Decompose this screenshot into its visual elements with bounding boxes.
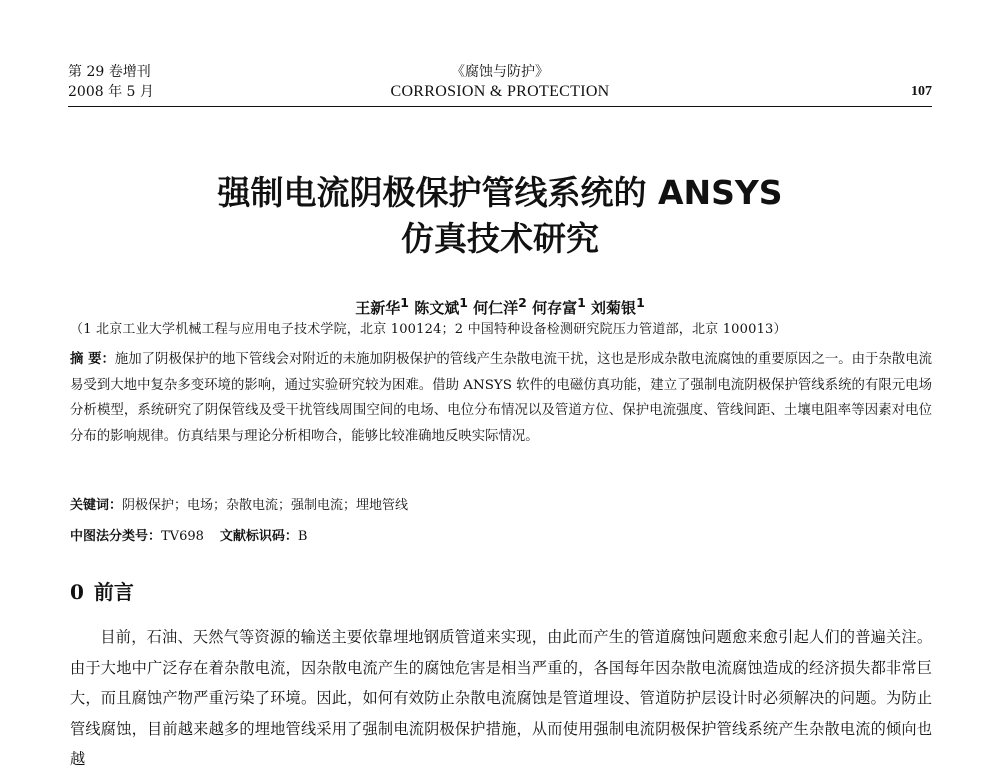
journal-name-block <box>68 62 932 102</box>
clc-label: 中图法分类号： <box>70 529 162 544</box>
doc-code-value: B <box>297 529 308 544</box>
author-name: 刘菊银 <box>591 299 637 317</box>
author-affil-mark: 1 <box>577 295 586 310</box>
author-name: 陈文斌 <box>414 299 460 317</box>
header-rule <box>68 106 932 107</box>
section-number: 0 <box>70 580 84 604</box>
section-title: 前言 <box>93 580 134 604</box>
classification-line <box>70 526 932 548</box>
affiliation: （1 北京工业大学机械工程与应用电子技术学院，北京 100124；2 中国特种设备检测研究院压力管道部，北京 100013） <box>70 322 787 337</box>
author-affil-mark: 1 <box>636 295 645 310</box>
abstract-text: 施加了阴极保护的地下管线会对附近的未施加阴极保护的管线产生杂散电流干扰，这也是形成杂散电流腐蚀的重要原因之一。由于杂散电流易受到大地中复杂多变环境的影响，通过实验研究较为困难。借助 ANSYS 软件的电磁仿真功能，建立了强制电流阴极保护管线系统的有限元电场分析模型，系统研究了阴保管线及受干扰管线周围空间的电场、电位分布情况以及管道方位、保护电流强度、管线间距、土壤电阻率等因素对电位分布的影响规律。仿真结果与理论分析相吻合，能够比较准确地反映实际情况。 <box>70 352 932 444</box>
journal-name-cn: 《腐蚀与防护》 <box>451 64 549 80</box>
author-name: 王新华 <box>355 299 401 317</box>
volume-label: 第 29 卷增刊 <box>68 64 151 80</box>
author-name: 何存富 <box>532 299 578 317</box>
keywords-text: 阴极保护；电场；杂散电流；强制电流；埋地管线 <box>122 498 409 513</box>
doc-code-label: 文献标识码： <box>219 529 298 544</box>
abstract <box>70 347 932 449</box>
issue-date: 2008 年 5 月 <box>68 84 154 100</box>
abstract-label: 摘 要： <box>70 352 115 367</box>
title-line-1: 强制电流阴极保护管线系统的 ANSYS <box>217 173 783 212</box>
section-body-paragraph: 目前，石油、天然气等资源的输送主要依靠埋地钢质管道来实现，由此而产生的管道腐蚀问题愈来愈引起人们的普遍关注。由于大地中广泛存在着杂散电流，因杂散电流产生的腐蚀危害是相当严重的，各国每年因杂散电流腐蚀造成的经济损失都非常巨大，而且腐蚀产物严重污染了环境。因此，如何有效防止杂散电流腐蚀是管道埋设、管道防护层设计时必须解决的问题。为防止管线腐蚀，目前越来越多的埋地管线采用了强制电流阴极保护措施，从而使用强制电流阴极保护管线系统产生杂散电流的倾向也越 <box>70 628 932 768</box>
paper-title <box>60 170 940 262</box>
author-name: 何仁洋 <box>473 299 519 317</box>
author-affil-mark: 1 <box>400 295 409 310</box>
author-affil-mark: 2 <box>518 295 527 310</box>
page-number: 107 <box>911 84 932 99</box>
author-affil-mark: 1 <box>459 295 468 310</box>
title-line-2: 仿真技术研究 <box>401 219 599 258</box>
author-list <box>0 292 1000 319</box>
section-heading <box>70 578 134 606</box>
clc-value: TV698 <box>161 529 204 544</box>
keywords <box>70 495 932 517</box>
journal-name-en: CORROSION & PROTECTION <box>390 83 610 100</box>
running-header <box>68 62 932 106</box>
keywords-label: 关键词： <box>70 498 123 513</box>
